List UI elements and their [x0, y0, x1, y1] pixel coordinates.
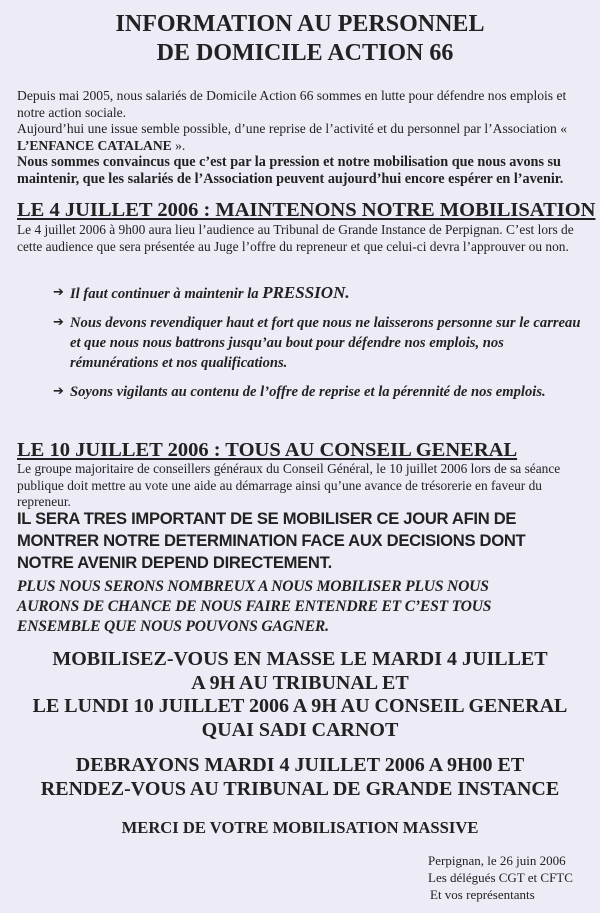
bullet-list — [53, 283, 583, 411]
section-1-heading: LE 4 JUILLET 2006 : MAINTENONS NOTRE MOBILISATION — [17, 199, 596, 221]
mobilisation-line-3: LE LUNDI 10 JUILLET 2006 A 9H AU CONSEIL GENERAL — [32, 695, 568, 717]
signature-place-date: Perpignan, le 26 juin 2006 — [428, 853, 566, 868]
strike-line-2: RENDEZ-VOUS AU TRIBUNAL DE GRANDE INSTANCE — [40, 777, 560, 800]
mobilisation-line-2: A 9H AU TRIBUNAL ET — [191, 671, 409, 694]
section-2-body: Le groupe majoritaire de conseillers généraux du Conseil Général, le 10 juillet 2006 lors de sa séance publique doit mettre au vote une aide au démarrage ainsi qu’une avance de trésorerie en faveur du repreneur. — [17, 461, 561, 510]
mobilisation-line-4: QUAI SADI CARNOT — [201, 718, 399, 741]
page-title — [0, 10, 600, 68]
title-line-2: DE DOMICILE ACTION 66 — [156, 40, 454, 66]
bullet-item-1 — [53, 283, 583, 304]
title-line-1: INFORMATION AU PERSONNEL — [115, 11, 485, 37]
arrow-right-icon: ➔ — [53, 384, 64, 399]
rally-line-3: ENSEMBLE QUE NOUS POUVONS GAGNER. — [17, 618, 329, 635]
intro-section — [17, 88, 592, 188]
important-line-1: IL SERA TRES IMPORTANT DE SE MOBILISER CE JOUR AFIN DE — [17, 509, 517, 528]
important-notice — [17, 508, 597, 574]
intro-paragraph-1: Depuis mai 2005, nous salariés de Domicile Action 66 sommes en lutte pour défendre nos emplois et notre action sociale. — [17, 88, 567, 120]
strike-call — [0, 754, 600, 801]
bullet-text: Nous devons revendiquer haut et fort que nous ne laisserons personne sur le carreau et que nous nous battrons jusqu’au bout pour défendre nos emplois, nos rémunérations et nos qualifications. — [70, 315, 581, 371]
important-line-2: MONTRER NOTRE DETERMINATION FACE AUX DECISIONS DONT — [17, 531, 526, 550]
important-line-3: NOTRE AVENIR DEPEND DIRECTEMENT. — [17, 553, 332, 572]
rally-message — [17, 577, 597, 637]
section-2-heading: LE 10 JUILLET 2006 : TOUS AU CONSEIL GENERAL — [17, 439, 518, 461]
arrow-right-icon: ➔ — [53, 315, 64, 330]
intro-paragraph-2 — [17, 121, 592, 154]
thank-you-line: MERCI DE VOTRE MOBILISATION MASSIVE — [121, 818, 479, 837]
intro-paragraph-3: Nous sommes convaincus que c’est par la pression et notre mobilisation que nous avons su maintenir, que les salariés de l’Association peuvent aujourd’hui encore espérer en l’avenir. — [17, 154, 564, 187]
bullet-emphasis: PRESSION. — [262, 283, 350, 302]
rally-line-2: AURONS DE CHANCE DE NOUS FAIRE ENTENDRE ET C’EST TOUS — [17, 598, 492, 615]
mobilisation-line-1: MOBILISEZ-VOUS EN MASSE LE MARDI 4 JUILLET — [52, 648, 548, 670]
bullet-item-2 — [53, 313, 583, 373]
section-1-body: Le 4 juillet 2006 à 9h00 aura lieu l’audience au Tribunal de Grande Instance de Perpignan. C’est lors de cette audience que sera présentée au Juge l’offre du repreneur et que celui-ci devra l’approuver ou non. — [17, 222, 574, 254]
arrow-right-icon: ➔ — [53, 285, 64, 300]
signature-block — [428, 852, 573, 903]
intro-paragraph-2-suffix: ». — [175, 137, 186, 153]
bullet-text: Il faut continuer à maintenir la — [70, 286, 263, 302]
rally-line-1: PLUS NOUS SERONS NOMBREUX A NOUS MOBILISER PLUS NOUS — [17, 578, 489, 595]
mobilisation-call — [0, 648, 600, 742]
intro-paragraph-2-prefix: Aujourd’hui une issue semble possible, d’une reprise de l’activité et du personnel par l’Association « — [17, 121, 568, 137]
association-name: L’ENFANCE CATALANE — [17, 137, 172, 153]
bullet-text: Soyons vigilants au contenu de l’offre de reprise et la pérennité de nos emplois. — [70, 384, 546, 400]
signature-representatives: Et vos représentants — [430, 887, 535, 902]
bullet-item-3 — [53, 382, 583, 402]
signature-delegates: Les délégués CGT et CFTC — [428, 870, 573, 885]
strike-line-1: DEBRAYONS MARDI 4 JUILLET 2006 A 9H00 ET — [75, 754, 525, 776]
